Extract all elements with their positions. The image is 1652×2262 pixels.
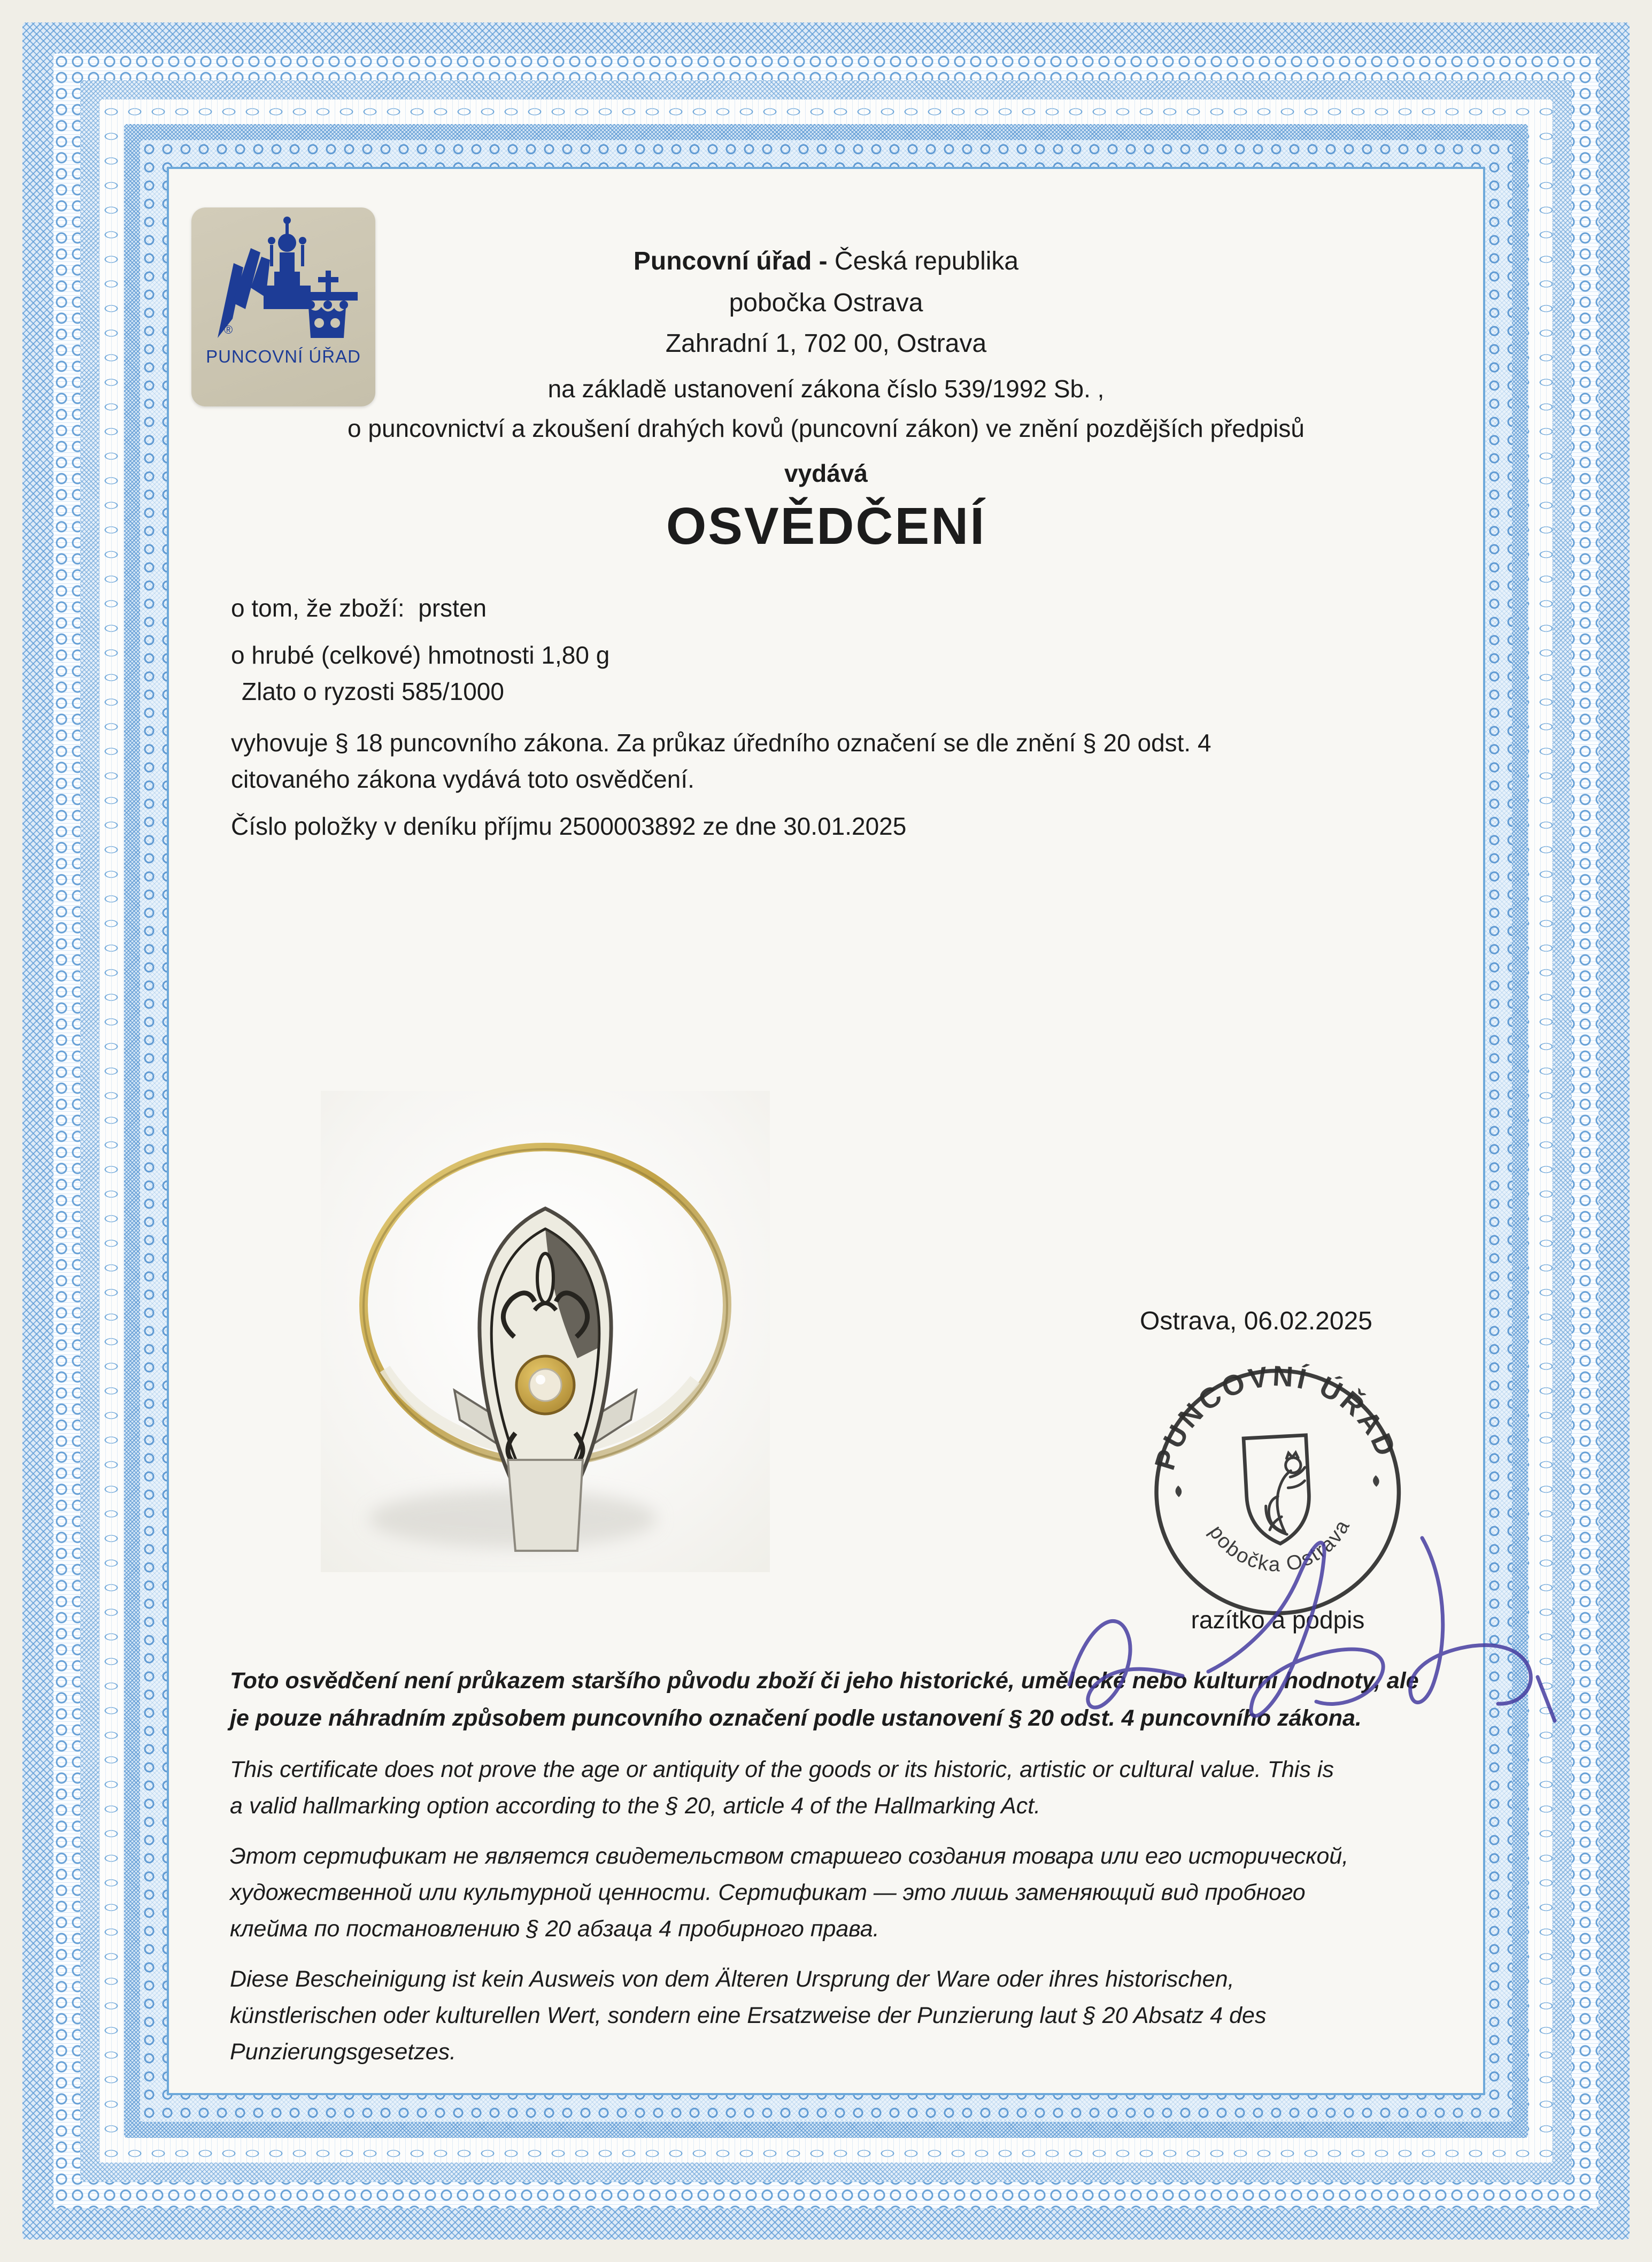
disclaimer-german-line-1: Diese Bescheinigung ist kein Ausweis von dem Älteren Ursprung der Ware oder ihres historischen,	[230, 1966, 1234, 1992]
legal-line-2: o puncovnictví a zkoušení drahých kovů (puncovní zákon) ve znění pozdějších předpisů	[348, 414, 1304, 442]
disclaimer-czech-line-2: je pouze náhradním způsobem puncovního označení podle ustanovení § 20 odst. 4 puncovního zákona.	[230, 1705, 1362, 1731]
official-stamp	[1137, 1351, 1418, 1637]
weight-line: o hrubé (celkové) hmotnosti 1,80 g	[231, 641, 610, 669]
authority-country: Česká republika	[827, 247, 1019, 275]
svg-text:PUNCOVNÍ ÚŘAD	[1144, 1354, 1403, 1475]
branch-line: pobočka Ostrava	[729, 289, 923, 317]
logo-label: PUNCOVNÍ ÚŘAD	[206, 347, 361, 366]
authority-name: Puncovní úřad -	[633, 247, 828, 275]
svg-text:pobočka Ostrava	[1204, 1514, 1357, 1580]
disclaimer-german-line-2: künstlerischen oder kulturellen Wert, sondern eine Ersatzweise der Punzierung laut § 20 Absatz 4 des	[230, 2003, 1267, 2028]
registered-mark: ®	[224, 323, 233, 336]
address-line: Zahradní 1, 702 00, Ostrava	[665, 329, 987, 358]
stamp-bottom-text: pobočka Ostrava	[1205, 1515, 1355, 1576]
compliance-line-2: citovaného zákona vydává toto osvědčení.	[231, 765, 694, 793]
legal-line-1: na základě ustanovení zákona číslo 539/1992 Sb. ,	[547, 375, 1105, 403]
item-line: o tom, že zboží: prsten	[231, 594, 487, 622]
disclaimer-english-line-2: a valid hallmarking option according to the § 20, article 4 of the Hallmarking Act.	[230, 1793, 1041, 1819]
disclaimer-russian-line-3: клейма по постановлению § 20 абзаца 4 пробирного права.	[230, 1916, 879, 1942]
certificate-title: OSVĚDČENÍ	[666, 497, 986, 555]
place-date: Ostrava, 06.02.2025	[1140, 1307, 1372, 1335]
stamp-caption: razítko a podpis	[1191, 1606, 1365, 1634]
stamp-top-text: PUNCOVNÍ ÚŘAD	[1148, 1360, 1403, 1474]
disclaimer-english-line-1: This certificate does not prove the age or antiquity of the goods or its historic, artistic or cultural value. This is	[230, 1757, 1334, 1782]
disclaimer-german-line-3: Punzierungsgesetzes.	[230, 2039, 457, 2065]
entry-line: Číslo položky v deníku příjmu 2500003892 ze dne 30.01.2025	[231, 812, 907, 840]
compliance-line-1: vyhovuje § 18 puncovního zákona. Za průkaz úředního označení se dle znění § 20 odst. 4	[231, 729, 1211, 757]
metal-line: Zlato o ryzosti 585/1000	[242, 678, 504, 705]
stamp-shield-lion	[1244, 1435, 1311, 1545]
ring-photo	[321, 1091, 770, 1572]
disclaimer-russian-line-1: Этот сертификат не является свидетельством старшего создания товара или его исторической,	[230, 1843, 1349, 1869]
issues-word: vydává	[784, 459, 868, 487]
disclaimer-russian-line-2: художественной или культурной ценности. Сертификат — это лишь заменяющий вид пробного	[230, 1880, 1306, 1905]
authority-line	[0, 245, 1652, 278]
stamp-leaf-icon	[1175, 1471, 1380, 1497]
disclaimer-czech-line-1: Toto osvědčení není průkazem staršího původu zboží či jeho historické, umělecké nebo kulturní hodnoty, ale	[230, 1668, 1419, 1694]
